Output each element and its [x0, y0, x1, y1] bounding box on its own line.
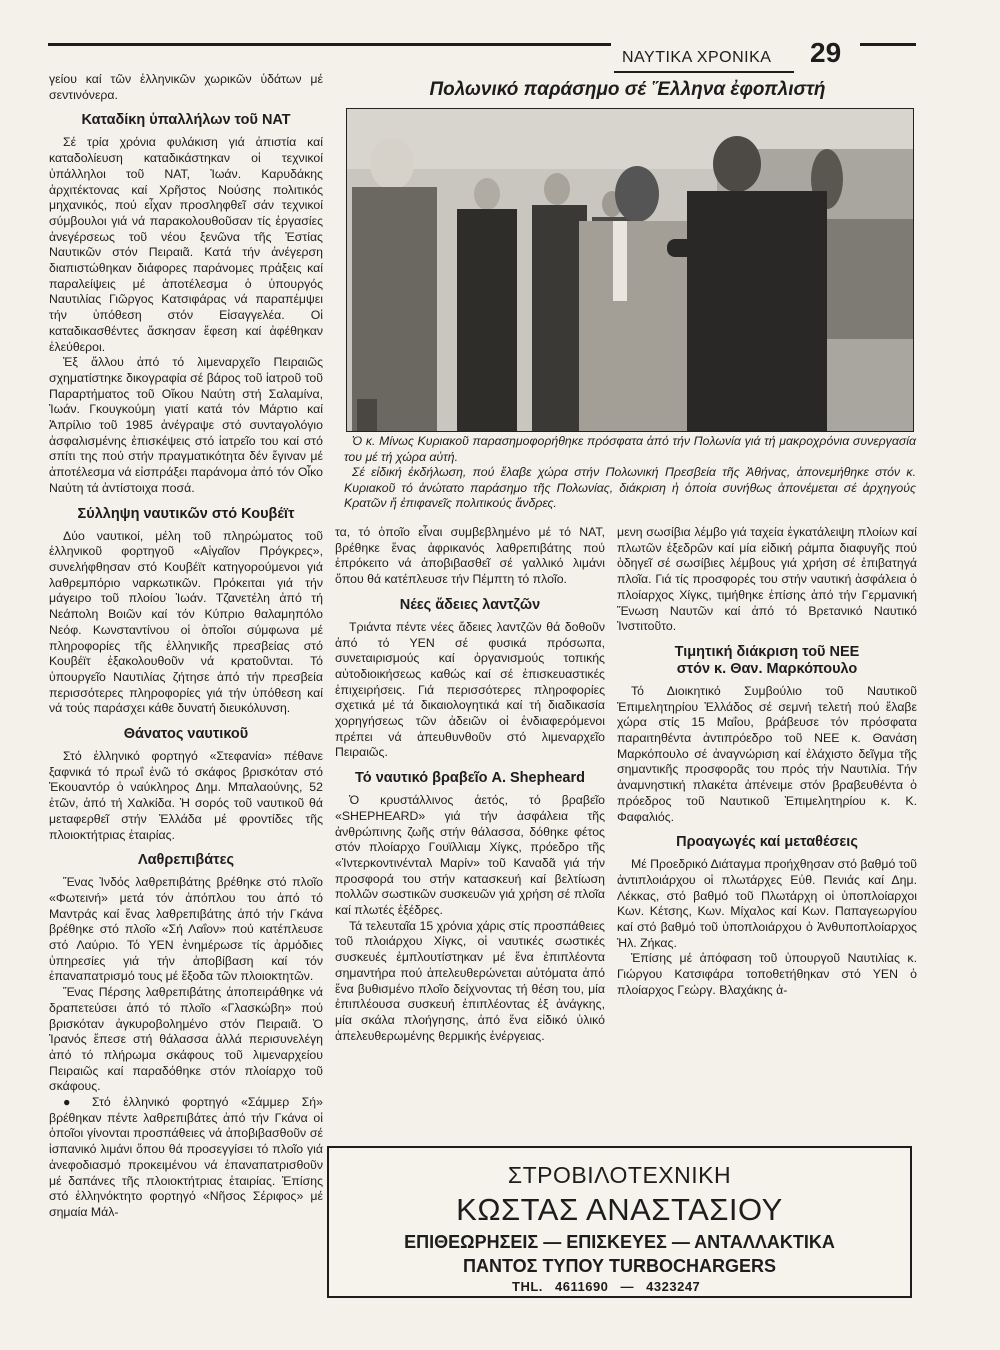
headline: Προαγωγές καί μεταθέσεις [676, 834, 858, 851]
caption-paragraph: Ὁ κ. Μίνως Κυριακοῦ παρασημοφορήθηκε πρόσφατα ἀπό τήν Πολωνία γιά τή μακροχρόνια συνεργασία του μέ τή χώρα αὐτή. [344, 434, 916, 464]
news-photo [346, 108, 914, 432]
ad-phone-numbers [512, 1279, 708, 1294]
ad-phone-1: 4611690 [555, 1279, 609, 1294]
ad-owner-name: ΚΩΣΤΑΣ ΑΝΑΣΤΑΣΙΟΥ [456, 1192, 783, 1227]
headline: Νέες ἄδειες λαντζῶν [399, 596, 541, 613]
paragraph: Ὁ κρυστάλλινος ἀετός, τό βραβεῖο «SHEPHEARD» γιά τήν ἀσφάλεια τῆς ἀνθρώπινης ζωῆς στήν θάλασσα, δόθηκε φέτος στόν πλοίαρχο Γουϊλλιαμ Χίγκς, πρόεδρο τῆς «Ἰντερκοντινένταλ Μαρίν» τοῦ Καναδᾶ γιά τήν προσφορά του στήν κατασκευή καί βελτίωση πολλῶν σωστικῶν συσκευῶν γιά χρήση σέ πλοῖα καί πλωτές ἐξέδρες. [335, 793, 605, 918]
ad-phone-separator: — [620, 1279, 635, 1294]
ceremony-photo-image [347, 109, 913, 431]
caption-paragraph: Σέ εἰδική ἐκδήλωση, πού ἔλαβε χώρα στήν Πολωνική Πρεσβεία τῆς Ἀθήνας, ἀπονεμήθηκε στόν κ. Κυριακοῦ τό ἀνώτατο παράσημο τῆς Πολωνίας, διάκριση ἡ ὁποία συνήθως ἀπονέμεται σέ ἀρχηγούς Κρατῶν ἤ ἐπιφανεῖς πολιτικούς ἄνδρες. [344, 465, 916, 511]
paragraph: Τριάντα πέντε νέες ἄδειες λαντζῶν θά δοθοῦν ἀπό τό ΥΕΝ σέ φυσικά πρόσωπα, συνεταιρισμούς καί ὀργανισμούς τοπικής αὐτοδιοικήσεως καθώς καί σέ ἐπισκευαστικές ἐπιχειρήσεις. Γιά περισσότερες πληροφορίες σχετικά μέ τά δικαιολογητικά καί τή διαδικασία χορηγήσεως τῶν ἀδειῶν οἱ ἐνδιαφερόμενοι πρέπει νά ἀπευθυνθοῦν στό λιμεναρχεῖο Πειραιῶς. [335, 619, 605, 760]
photo-caption [344, 434, 916, 512]
column-2 [335, 525, 605, 1044]
ad-company-name: ΣΤΡΟΒΙΛΟΤΕΧΝΙΚΗ [507, 1162, 732, 1188]
paragraph: Δύο ναυτικοί, μέλη τοῦ πληρώματος τοῦ ἑλληνικοῦ φορτηγοῦ «Αἰγαῖον Πρόγκρες», συνελήφθησαν στό Κουβέϊτ κατηγορούμενοι γιά λαθρεμπόριο ναρκωτικῶν. Πρόκειται γιά τήν μάγειρο τοῦ πλοίου Ἰωάν. Τζανετέλη ἀπό τή Νεάπολη Βοιῶν καί τόν Κύπριο θαλαμηπόλο Νεόφ. Κωνσταντίνου οἱ ὁποῖοι σύμφωνα μέ πληροφορίες τῆς ἑλληνικῆς πρεσβείας στό Κουβέϊτ ἐξακολουθοῦν νά κρατοῦνται. Τό ὑπουργεῖο Ναυτιλίας ζήτησε ἀπό τήν πρεσβεία περισσότερες πληροφορίες γιά τήν ὑπόθεση καί νά τούς παράσχει κάθε δυνατή διευκόλυνση. [49, 528, 323, 716]
ad-phone-2: 4323247 [646, 1279, 701, 1294]
ad-products: ΠΑΝΤΟΣ ΤΥΠΟΥ TURBOCHARGERS [463, 1256, 776, 1276]
running-head-underline [614, 71, 794, 73]
paragraph: Ἐξ ἄλλου ἀπό τό λιμεναρχεῖο Πειραιῶς σχηματίστηκε δικογραφία σέ βάρος τοῦ ἰατροῦ τοῦ Παραρτήματος τοῦ Οἴκου Ναύτη στή Σαλαμίνα, Ἰωάν. Γκουγκούμη γιατί κατά τόν Μάρτιο καί Ἀπρίλιο τοῦ 1985 ἀνέγραψε στό συνταγολόγιο ἀσφαλισμένης ἐπισκέψεις στό ἰατρεῖο του καί στό σπίτι της πού στήν πραγματικότητα δέν ἔγιναν μέ ἀποτέλεσμα νά εἰσπράξει παράνομα ἀπό τόν Οἶκο Ναύτη τά ἀντίστοιχα ποσά. [49, 355, 323, 495]
paragraph: Στό ἑλληνικό φορτηγό «Στεφανία» πέθανε ξαφνικά τό πρωΐ ἐνῶ τό σκάφος βρισκόταν στό Ἐκουαντόρ ὁ ναύκληρος Δημ. Μπαλαούνης, 52 ἐτῶν, ἀπό τή Χαλκίδα. Ἡ σορός τοῦ ναυτικοῦ θά μεταφερθεῖ στήν Ἑλλάδα μέ φροντίδες τῆς πλοιοκτήτριας ἑταιρίας. [49, 749, 323, 842]
paragraph: Ἐπίσης μέ ἀπόφαση τοῦ ὑπουργοῦ Ναυτιλίας κ. Γιώργου Κατσιφάρα τοποθετήθηκαν στό ΥΕΝ ὁ πλοίαρχος Γεώργ. Βλαχάκης ἀ- [617, 951, 917, 997]
headline: Λαθρεπιβάτες [137, 852, 235, 869]
article-continuation: τα, τό ὁποῖο εἶναι συμβεβλημένο μέ τό ΝΑΤ, βρέθηκε ἕνας ἀφρικανός λαθρεπιβάτης πού ἐπρόκειτο νά ἀποβιβασθεῖ σέ γαλλικό λιμάνι ὅπου θά κατέπλευσε τήν Πέμπτη τό πλοῖο. [335, 525, 605, 587]
paragraph: ● Στό ἑλληνικό φορτηγό «Σάμμερ Σή» βρέθηκαν πέντε λαθρεπιβάτες ἀπό τήν Γκάνα οἱ ὁποῖοι γίνονται προσπάθειες νά ἀποβιβασθοῦν σέ ἱσπανικό λιμάνι ὅπου θά προσεγγίσει τό πλοῖο γιά ἀνεφοδιασμό προκειμένου νά ἐπαναπατρισθοῦν μέ δαπάνες τῆς πλοιοκτήτριας ἑταιρίας. Ἐπίσης στό ἑλληνόκτητο φορτηγό «Νῆσος Σέριφος» μέ σημαία Μάλ- [49, 1095, 323, 1219]
paragraph: Σέ τρία χρόνια φυλάκιση γιά ἀπιστία καί καταδολίευση καταδικάστηκαν οἱ τεχνικοί ὑπάλληλοι τοῦ ΝΑΤ, Ἰωάν. Καρυδάκης ἀρχιτέκτονας καί Χρῆστος Νούσης πολιτικός μηχανικός, πού εἶχαν προσληφθεῖ σάν τεχνικοί σύμβουλοι γιά νά παρακολουθοῦσαν τίς ἐργασίες ἀνεγέρσεως τοῦ νέου ξενῶνα τῆς Ἑστίας Ναυτικῶν στόν Πειραιᾶ. Κατά τήν ἀνέγερση διαπιστώθηκαν διάφορες παράνομες πράξεις καί παραλείψεις μέ ἀποτέλεσμα ὁ ὑπουργός Ναυτιλίας Γιῶργος Κατσιφάρας νά παραπέμψει τήν ὑπόθεση στόν Εἰσαγγελέα. Οἱ καταδικασθέντες ἄσκησαν ἔφεση καί ἀφέθηκαν ἐλεύθεροι. [49, 135, 323, 354]
ad-services: ΕΠΙΘΕΩΡΗΣΕΙΣ — ΕΠΙΣΚΕΥΕΣ — ΑΝΤΑΛΛΑΚΤΙΚΑ [404, 1232, 835, 1252]
headline-line: Τιμητική διάκριση τοῦ ΝΕΕ [674, 643, 860, 660]
column-3 [617, 525, 917, 999]
paragraph: Ἕνας Πέρσης λαθρεπιβάτης ἀποπειράθηκε νά δραπετεύσει ἀπό τό πλοῖο «Γλασκώβη» πού βρισκόταν ἀγκυροβολημένο στόν Πειραιᾶ. Ὁ Ἰρανός ἔπεσε στή θάλασσα ἀλλά περισυνελέγη ἀπό τό πλήρωμα σκάφους τοῦ λιμεναρχείου Πειραιῶς καί παραδόθηκε στόν πλοίαρχο τοῦ σκάφους. [49, 985, 323, 1094]
column-1 [49, 72, 323, 1221]
paragraph: Μέ Προεδρικό Διάταγμα προήχθησαν στό βαθμό τοῦ ἀντιπλοιάρχου οἱ πλωτάρχες Εὐθ. Πενιάς καί Δημ. Λέκκας, στό βαθμό τοῦ Πλωτάρχη οἱ ὑποπλοίαρχοι Κων. Κέτσης, Κων. Μίχαλος καί Κων. Παπαγεωργίου καί στό βαθμό τοῦ ὑποπλοιάρχου ὁ Ἀνθυποπλοίαρχος Ἠλ. Ζήκας. [617, 857, 917, 950]
paragraph: Τά τελευταῖα 15 χρόνια χάρις στίς προσπάθειες τοῦ πλοιάρχου Χίγκς, οἱ ναυτικές σωστικές συσκευές ἐμπλουτίστηκαν μέ ἕνα ἐπιπλέοντα σημαντήρα πού ἀπελευθερώνεται αὐτόματα ἀπό ἕνα βυθισμένο πλοῖο δείχνοντας τή θέση του, μία ἐπιπλέουσα συσκευή ἐπιπλέοντας ἐξ ἀνάγκης, μία σκάλα πλοήγησης, ἀπό ἕνα εἰδικό ὑλικό ἀπελευθερωμένης θερμικής ἐνέργειας. [335, 918, 605, 1043]
headline-line: στόν κ. Θαν. Μαρκόπουλο [676, 660, 858, 677]
headline: Τό ναυτικό βραβεῖο A. Shepheard [355, 770, 585, 787]
header-rule-right [860, 43, 916, 46]
ad-phone-label: THL. [512, 1279, 543, 1294]
paragraph: Ἕνας Ἰνδός λαθρεπιβάτης βρέθηκε στό πλοῖο «Φωτεινή» μετά τόν ἀπόπλου του ἀπό τό Μαντράς καί ἕνας λαθρεπιβάτης ἀπό τήν Γκάνα βρέθηκε στό πλοῖο «Σή Λαΐον» πού κατέπλευσε στό Λαύριο. Τό ΥΕΝ ἐνημέρωσε τίς ἁρμόδιες ὑπηρεσίες γιά τήν ἀποβίβαση καί τόν ἐπαναπατρισμό τους μέ ἔξοδα τῶν πλοιοκτητῶν. [49, 875, 323, 984]
advertisement-box [327, 1146, 912, 1298]
running-head: ΝΑΥΤΙΚΑ ΧΡΟΝΙΚΑ [622, 49, 772, 66]
headline: Σύλληψη ναυτικῶν στό Κουβέϊτ [77, 505, 295, 522]
photo-story-headline: Πολωνικό παράσημο σέ Ἕλληνα ἐφοπλιστή [429, 79, 826, 100]
article-continuation: μενη σωσίβια λέμβο γιά ταχεία ἐγκατάλειψη πλοίων καί πλωτῶν ἐξεδρῶν καί μία εἰδική ράμπα διαφυγῆς πού ὁδηγεῖ σέ σωσίβιες λέμβους γιά χρήση σέ ἐπιβατηγά πλοῖα. Γιά τίς προσφορές του στήν ναυτική ἀσφάλεια ὁ πλοίαρχος Χίγκς, τιμήθηκε ἐπίσης ἀπό τήν Γερμανική Ἕνωση Ναυτῶν καί ἀπό τό Βρετανικό Ναυτικό Ἰνστιτοῦτο. [617, 525, 917, 634]
paragraph: Τό Διοικητικό Συμβούλιο τοῦ Ναυτικοῦ Ἐπιμελητηρίου Ἑλλάδος σέ σεμνή τελετή πού ἔλαβε χώρα στίς 15 Μαΐου, βράβευσε τόν πρόσφατα παραιτηθέντα ἀντιπρόεδρο τοῦ ΝΕΕ κ. Θανάση Μαρκόπουλο σέ ἀναγνώριση καί ἐλάχιστο δεῖγμα τῆς σημαντικῆς προσφορᾶς του πρός τήν Ναυτιλία. Τήν ἀναμνηστική πλακέτα ἀπένειμε στόν βραβευθέντα ὁ πρόεδρος τοῦ Ναυτικοῦ Ἐπιμελητηρίου κ. Κ. Φαφαλιός. [617, 683, 917, 824]
header-rule [48, 43, 611, 46]
headline [617, 644, 917, 678]
page-number: 29 [810, 37, 842, 68]
headline: Θάνατος ναυτικοῦ [123, 726, 249, 743]
article-continuation: γείου καί τῶν ἑλληνικῶν χωρικῶν ὑδάτων μέ σεντινόνερα. [49, 72, 323, 102]
headline: Καταδίκη ὑπαλλήλων τοῦ ΝΑΤ [81, 112, 291, 129]
